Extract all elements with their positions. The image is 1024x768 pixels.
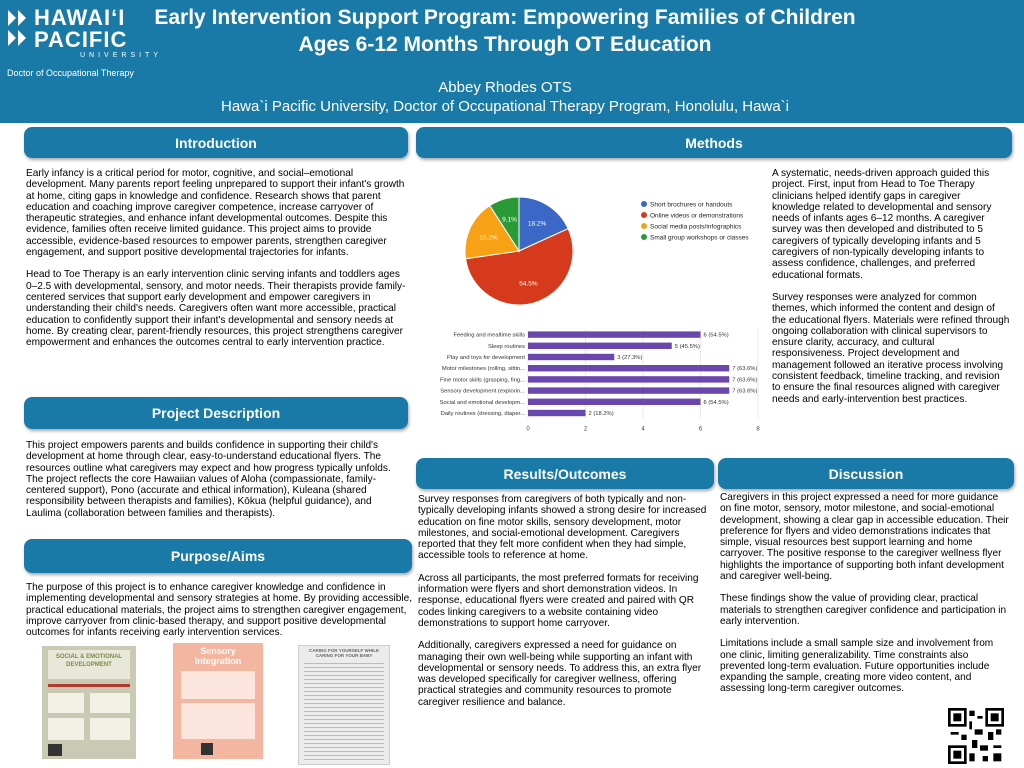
methods-heading: Methods: [416, 127, 1012, 158]
legend-marker: [641, 212, 647, 218]
format-preference-pie-chart: [460, 196, 770, 306]
bar: [528, 343, 672, 349]
bar-category-label: Daily routines (dressing, diaper...: [440, 411, 525, 417]
purpose-text: [26, 582, 412, 649]
bar: [528, 331, 701, 337]
flyer-2-title: Sensory Integration: [194, 646, 242, 666]
project-description-paragraph: This project empowers parents and builds confidence in supporting their child's development at home through clear, easy-to-understand educational flyers. The resources outline what caregivers may expect and how progress typically unfolds. The project reflects the core Hawaiian values of Aloha (compassionate, family-centered support), Pono (accurate and ethical information), Kuleana (shared responsibility between therapists and families), Kōkua (helpful guidance), and Laulima (collaboration between families and therapists).: [26, 440, 391, 519]
logo-text-university: UNIVERSITY: [80, 52, 163, 59]
legend-marker: [641, 234, 647, 240]
discussion-paragraph-3: Limitations include a small sample size and involvement from one clinic, limiting generalizability. Time constraints also prevented long-term evaluation. Future opportunities include expanding the sample, creating more video content, and assessing long-term caregiver outcomes.: [720, 638, 994, 695]
results-paragraph-3: Additionally, caregivers expressed a need for guidance on managing their own well-being while supporting an infant with developmental or sensory needs. To address this, an extra flyer was developed specifically for caregiver wellness, offering practical strategies and community resources to promote caregiver resilience and balance.: [418, 640, 702, 708]
purpose-heading: Purpose/Aims: [24, 539, 412, 573]
poster-author: Abbey Rhodes OTS: [438, 79, 572, 96]
poster-title: Early Intervention Support Program: Empowering Families of Children Ages 6-12 Months Through OT Education: [154, 6, 856, 56]
university-logo-icon: [6, 8, 32, 50]
methods-text: [772, 168, 1010, 416]
logo-subtitle: Doctor of Occupational Therapy: [7, 68, 134, 78]
results-paragraph-2: Across all participants, the most preferred formats for receiving information were flyers and short demonstration videos. In response, educational flyers were created and paired with QR codes linking caregivers to a website containing video demonstrations to support home carryover.: [418, 572, 699, 629]
bar: [528, 376, 729, 382]
logo-text-pacific: PACIFIC: [34, 27, 128, 52]
methods-paragraph-2: Survey responses were analyzed for common themes, which informed the content and design of the educational flyers. Materials were refined through ongoing collaboration with clinical supervisors to ensure clarity, accuracy, and cultural responsiveness. Project development and management followed an iterative process involving consistent feedback, timeline tracking, and revision to ensure the final resources aligned with caregiver needs and early-intervention best practices.: [772, 291, 1010, 405]
bar-category-label: Sleep routines: [487, 343, 525, 350]
discussion-text: [720, 492, 1012, 706]
bar-category-label: Play and toys for development: [447, 355, 525, 361]
bar-value-label: 6 (54.5%): [703, 399, 729, 406]
project-description-heading: Project Description: [24, 397, 408, 429]
bar-value-label: 7 (63.6%): [732, 366, 758, 373]
x-tick-label: 4: [641, 426, 645, 433]
discussion-paragraph-2: These findings show the value of providing clear, practical materials to strengthen caregiver confidence and participation in early intervention.: [720, 593, 1007, 627]
legend-label: Short brochures or handouts: [650, 201, 733, 209]
introduction-heading: Introduction: [24, 127, 408, 158]
bar: [528, 410, 586, 416]
flyer-2-qr-icon: [201, 743, 213, 755]
x-tick-label: 0: [526, 426, 530, 433]
bar: [528, 354, 614, 360]
bar-category-label: Fine motor skills (grasping, fing...: [439, 377, 525, 384]
bar-value-label: 5 (45.5%): [674, 343, 700, 350]
flyer-3-title: CARING FOR YOURSELF WHILE CARING FOR YOUR BABY: [309, 648, 379, 658]
introduction-text: [26, 168, 408, 359]
results-heading: Results/Outcomes: [416, 458, 714, 489]
qr-code-icon[interactable]: [948, 708, 1004, 764]
legend-label: Small group workshops or classes: [650, 234, 749, 242]
x-tick-label: 2: [583, 426, 588, 433]
pie-slice-label: 9.1%: [502, 216, 517, 224]
bar: [528, 399, 701, 405]
bar-value-label: 7 (63.6%): [732, 377, 758, 384]
bar-category-label: Feeding and mealtime skills: [453, 332, 525, 339]
legend-label: Online videos or demonstrations: [650, 212, 744, 220]
logo-text-hawaii: HAWAIʻI: [34, 5, 126, 30]
bar-category-label: Social and emotional developm...: [439, 399, 525, 406]
education-topics-bar-chart: [416, 326, 768, 440]
bar-category-label: Sensory development (explorin...: [440, 388, 525, 395]
legend-label: Social media posts/infographics: [650, 223, 742, 231]
flyer-1-qr-icon: [48, 744, 62, 756]
pie-slice-label: 18.2%: [527, 220, 547, 228]
purpose-paragraph: The purpose of this project is to enhance caregiver knowledge and confidence in implementing developmental and sensory strategies at home. By providing accessible, practical educational materials, the project aims to strengthen caregiver engagement, improve carryover from clinic-based therapy, and support positive developmental outcomes for infants receiving early intervention services.: [26, 582, 413, 639]
bar-value-label: 3 (27.3%): [617, 355, 643, 361]
bar-value-label: 2 (18.2%): [588, 411, 614, 417]
x-tick-label: 6: [698, 426, 703, 433]
pie-slice-label: 54.5%: [519, 280, 538, 288]
bar: [528, 365, 729, 371]
bar-category-label: Motor milestones (rolling, sittin...: [441, 366, 525, 373]
project-description-text: [26, 440, 408, 530]
legend-marker: [641, 223, 647, 229]
bar-value-label: 6 (54.5%): [703, 332, 729, 339]
bar-value-label: 7 (63.6%): [732, 388, 758, 395]
results-text: [418, 494, 714, 719]
poster-header: [0, 0, 1024, 123]
legend-marker: [641, 201, 647, 207]
discussion-heading: Discussion: [718, 458, 1014, 489]
introduction-paragraph-2: Head to Toe Therapy is an early intervention clinic serving infants and toddlers ages 0–2.5 with developmental, sensory, and motor needs. Their therapists provide family-centered services that support early development and empower caregivers in understanding their child's needs. Caregivers often want more accessible, practical education to confidently support their infant's developmental and sensory needs at home. By creating clear, parent-friendly resources, this project strengthens caregiver empowerment and enhances the outcomes central to early intervention practice.: [26, 269, 406, 349]
flyer-sensory-integration-image: [173, 643, 263, 759]
results-paragraph-1: Survey responses from caregivers of both typically and non-typically developing infants showed a strong desire for increased education on fine motor skills, sensory development, motor milestones, and social-emotional development. Caregivers reported that they felt more confident when they had simple, accessible tools to reference at home.: [418, 494, 707, 562]
flyer-caregiver-wellness-image: [298, 645, 390, 765]
discussion-paragraph-1: Caregivers in this project expressed a need for more guidance on fine motor, sensory, motor milestone, and social-emotional development, showing a clear gap in accessible education. Their preference for flyers and video demonstrations indicates that simple, visual resources best support learning and home carryover. The positive response to the caregiver wellness flyer highlights the importance of supporting both infant development and caregiver well-being.: [720, 492, 1009, 583]
poster-affiliation: Hawa`i Pacific University, Doctor of Occupational Therapy Program, Honolulu, Hawa`i: [220, 98, 789, 115]
pie-slice-label: 18.2%: [479, 234, 498, 242]
methods-paragraph-1: A systematic, needs-driven approach guided this project. First, input from Head to Toe Therapy clinicians helped identify gaps in caregiver knowledge related to developmental and sensory needs of infants ages 6–12 months. A caregiver survey was then developed and distributed to 5 caregivers of typically developing infants and 5 caregivers of non-typically developing infants to assess confidence, challenges, and preferred educational formats.: [772, 168, 992, 281]
bar: [528, 387, 729, 393]
introduction-paragraph-1: Early infancy is a critical period for motor, cognitive, and social–emotional development. Many parents report feeling unprepared to support their infant's growth at home, citing gaps in knowledge and confidence. Research shows that parent education and coaching improve caregiver competence, increase carryover of therapeutic strategies, and enhance infant developmental outcomes. Despite this evidence, families often receive limited guidance. This project aims to provide accessible, evidence-based resources to empower parents, strengthen caregiver engagement, and support positive developmental trajectories for infants.: [26, 168, 405, 259]
flyer-social-emotional-image: [42, 646, 136, 759]
flyer-1-title: SOCIAL & EMOTIONAL DEVELOPMENT: [48, 650, 130, 679]
x-tick-label: 8: [756, 426, 760, 433]
